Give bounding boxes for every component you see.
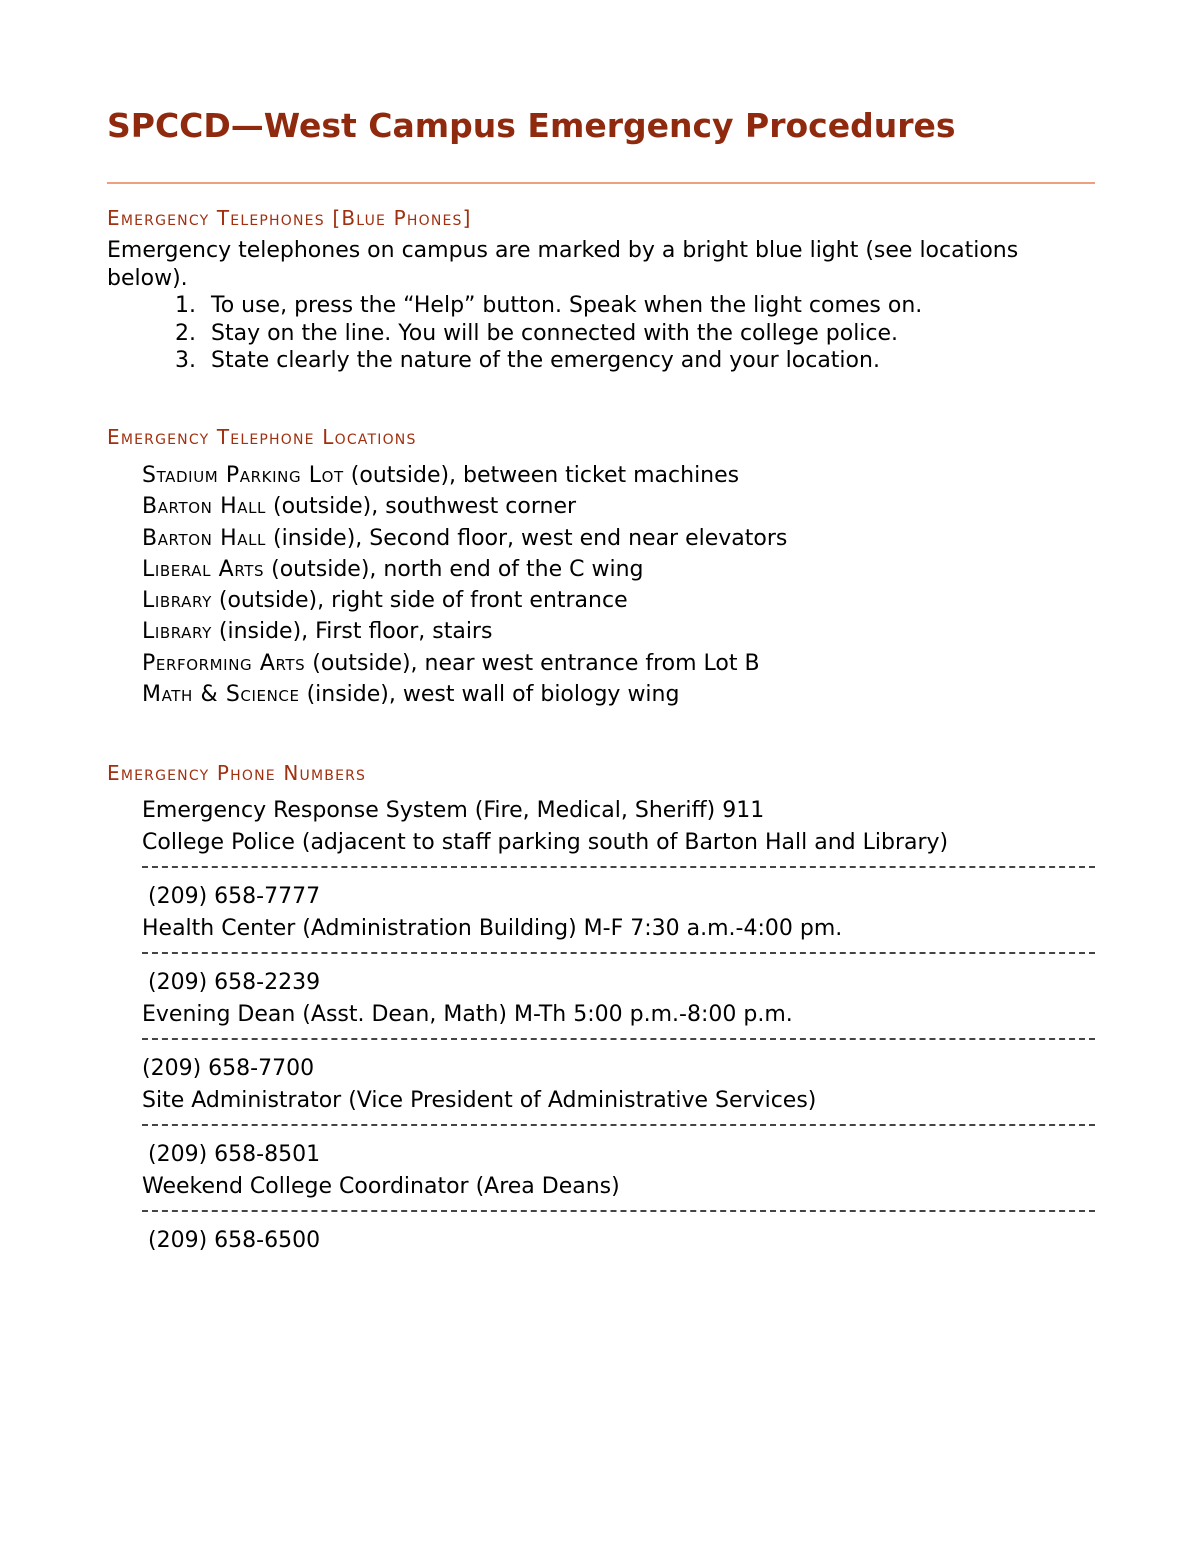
location-item <box>142 491 787 522</box>
step-text: To use, press the “Help” button. Speak when the light comes on. <box>211 293 923 318</box>
step-number: 2. <box>175 320 196 346</box>
location-detail: (outside), southwest corner <box>266 494 577 520</box>
location-item <box>142 648 787 679</box>
location-detail: (outside), near west entrance from Lot B <box>305 650 760 676</box>
heading-phone-numbers: Emergency Phone Numbers <box>107 761 367 785</box>
telephones-intro: Emergency telephones on campus are marked by a bright blue light (see locations below). <box>107 238 1019 291</box>
step-text: Stay on the line. You will be connected with the college police. <box>211 320 899 346</box>
location-item <box>142 585 787 616</box>
location-place: Barton Hall <box>142 494 266 520</box>
location-detail: (outside), north end of the C wing <box>264 556 644 582</box>
step-number: 1. <box>175 293 196 318</box>
phone-entry-label: Evening Dean (Asst. Dean, Math) M-Th 5:00 p.m.-8:00 p.m. <box>142 1001 793 1027</box>
page-title: SPCCD—West Campus Emergency Procedures <box>107 106 956 145</box>
step-text: State clearly the nature of the emergency and your location. <box>211 348 880 373</box>
location-detail: (outside), right side of front entrance <box>211 588 628 614</box>
location-place: Math & Science <box>142 682 300 708</box>
phone-entry-label: Weekend College Coordinator (Area Deans) <box>142 1173 620 1199</box>
heading-telephone-locations: Emergency Telephone Locations <box>107 425 417 449</box>
location-place: Barton Hall <box>142 525 266 551</box>
telephone-locations-list <box>142 460 787 710</box>
phone-number: (209) 658-7700 <box>142 1056 315 1081</box>
location-place: Liberal Arts <box>142 556 265 582</box>
phone-entry-label: College Police (adjacent to staff parking south of Barton Hall and Library) <box>142 829 949 855</box>
usage-step <box>107 320 922 348</box>
location-place: Library <box>142 588 212 614</box>
usage-steps-list <box>107 292 922 375</box>
dashed-separator <box>142 1202 1095 1225</box>
phone-numbers-list <box>142 795 1095 1257</box>
heading-emergency-telephones: Emergency Telephones [Blue Phones] <box>107 206 472 230</box>
dashed-separator <box>142 1030 1095 1053</box>
location-detail: (inside), west wall of biology wing <box>299 682 680 708</box>
location-item <box>142 523 787 554</box>
location-place: Stadium Parking Lot <box>142 463 344 488</box>
dashed-separator <box>142 944 1095 967</box>
dashed-separator <box>142 858 1095 881</box>
location-item <box>142 679 787 710</box>
location-detail: (inside), Second floor, west end near elevators <box>266 525 788 551</box>
usage-step <box>107 292 922 320</box>
phone-number: (209) 658-8501 <box>148 1142 321 1167</box>
location-detail: (outside), between ticket machines <box>343 463 740 488</box>
usage-step <box>107 347 922 375</box>
phone-number: (209) 658-7777 <box>148 884 321 909</box>
location-item <box>142 554 787 585</box>
dashed-separator <box>142 1116 1095 1139</box>
phone-number: (209) 658-6500 <box>148 1228 321 1253</box>
location-detail: (inside), First floor, stairs <box>211 619 493 645</box>
location-item <box>142 616 787 647</box>
emergency-response-line: Emergency Response System (Fire, Medical, Sheriff) 911 <box>142 798 765 823</box>
phone-entry-label: Health Center (Administration Building) M-F 7:30 a.m.-4:00 pm. <box>142 915 843 941</box>
location-place: Performing Arts <box>142 650 306 676</box>
location-item <box>142 460 787 491</box>
title-divider <box>107 182 1095 184</box>
step-number: 3. <box>175 348 196 373</box>
phone-entry-label: Site Administrator (Vice President of Administrative Services) <box>142 1087 817 1113</box>
location-place: Library <box>142 619 212 645</box>
phone-number: (209) 658-2239 <box>148 970 321 995</box>
